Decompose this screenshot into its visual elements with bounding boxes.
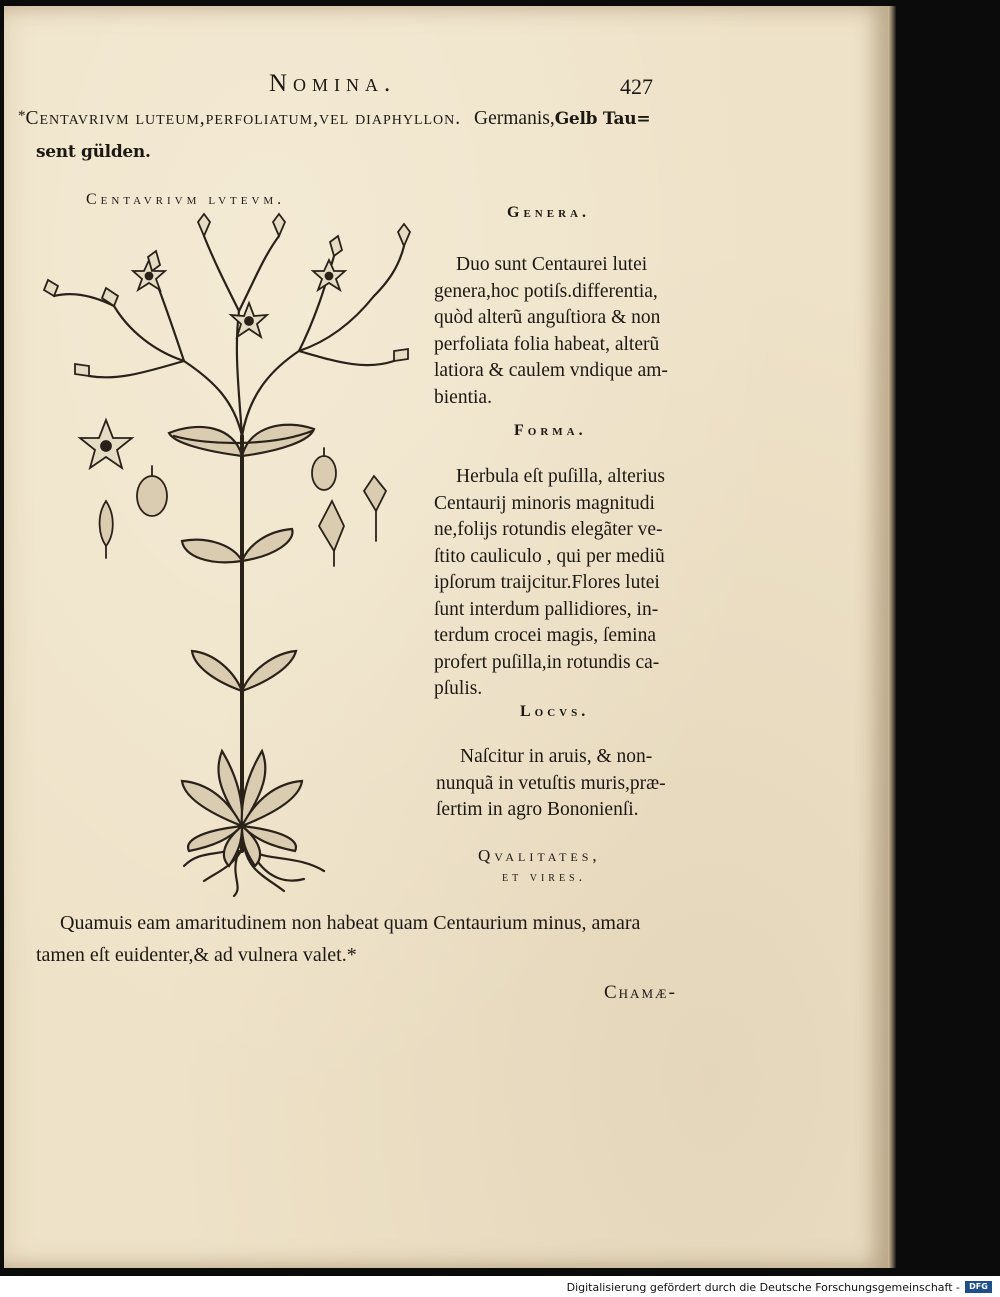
qualitates-heading: Qvalitates, [478,846,601,865]
latin-names: Centavrivm luteum,perfoliatum,vel diaphyllon. [25,108,462,129]
text-line: quòd alterũ anguſtiora & non [434,307,661,328]
closing-line-2: tamen eſt euidenter,& ad vulnera valet.* [36,944,357,966]
forma-text [434,464,666,703]
forma-heading: Forma. [514,422,587,439]
text-line: Naſcitur in aruis, & non- [460,746,653,767]
digitization-credit: Digitalisierung gefördert durch die Deutsche Forschungsgemeinschaft - [566,1281,960,1294]
folio-number: 427 [620,74,653,99]
genera-text [434,252,668,411]
genera-heading: Genera. [507,204,590,221]
closing-line-1: Quamuis eam amaritudinem non habeat quam Centaurium minus, amara [60,912,641,934]
text-line: profert puſilla,in rotundis ca- [434,651,660,673]
text-line: ſtito cauliculo , qui per mediũ [434,545,665,567]
german-intro: Germanis, [474,108,555,129]
asterisk-mark: * [18,108,26,124]
inflorescence-branches [54,236,404,436]
text-line: Duo sunt Centaurei lutei [456,254,648,275]
german-name-2: sent gülden. [36,142,151,162]
text-line: ſunt interdum pallidiores, in- [434,598,659,620]
running-head: Nomina. [269,70,397,97]
text-line: bientia. [434,386,492,408]
vires-heading: et vires. [502,870,587,885]
text-line: Centaurij minoris magnitudi [434,492,655,514]
flower-buds [44,214,410,376]
text-line: ne,folijs rotundis elegãter ve- [434,519,663,540]
text-line: perfoliata folia habeat, alterũ [434,333,660,355]
text-line: pſulis. [434,678,483,699]
text-line: genera,hoc potiſs.differentia, [434,280,658,302]
dfg-logo: DFG [965,1281,992,1293]
locus-heading: Locvs. [520,703,590,720]
text-line: ſertim in agro Bononienſi. [436,799,639,820]
text-line: ipſorum traijcitur.Flores lutei [434,572,660,593]
centaurium-woodcut-illustration [34,211,434,901]
book-page [4,6,888,1268]
catchword: Chamæ- [604,982,677,1003]
nomina-line [18,108,650,130]
locus-text [436,744,666,824]
page-edge [888,6,896,1268]
text-line: Herbula eſt puſilla, alterius [456,466,666,487]
text-line: latiora & caulem vndique am- [434,360,668,381]
text-line: nunquã in vetuſtis muris,præ- [436,772,666,794]
text-line: terdum crocei magis, ſemina [434,625,657,646]
german-name-1: Gelb Tau= [554,109,651,129]
figure-caption: Centavrivm lvtevm. [86,191,286,208]
